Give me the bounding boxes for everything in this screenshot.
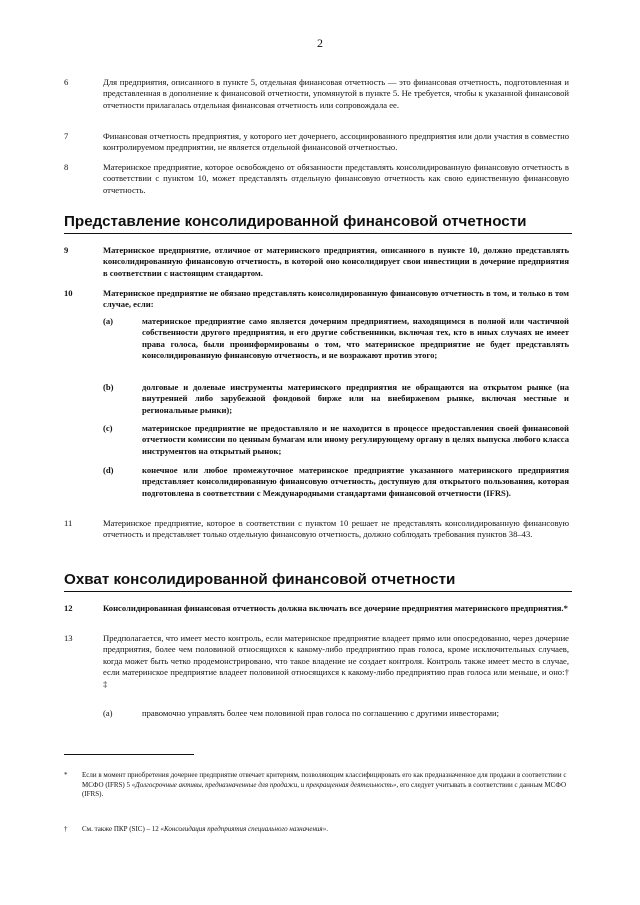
section-heading-presentation: Представление консолидированной финансовой отчетности: [64, 213, 572, 234]
list-item-text: долговые и долевые инструменты материнского предприятия не обращаются на открытом рынке (на внутренней либо зарубежной фондовой бирже или на внебиржевом рынке, включая местные и региональные рынки);: [142, 382, 569, 415]
list-item-text: правомочно управлять более чем половиной прав голоса по соглашению с другими инвесторами;: [142, 708, 500, 718]
paragraph-text: Предполагается, что имеет место контроль, если материнское предприятие владеет прямо или опосредованно, через дочерние предприятия, более чем половиной относящихся к какому-либо предприятию прав голоса, кроме исключительных случаев, когда может быть четко продемонстрировано, что такое владение не создает контроля. Контроль также имеет место в случае, если материнское предприятие владеет половиной относящихся к какому-либо предприятию прав голоса или меньше, и оно:† ‡: [103, 633, 569, 689]
paragraph-number: 11: [64, 518, 73, 528]
list-item-label: (b): [103, 382, 114, 392]
paragraph-text: Материнское предприятие, отличное от материнского предприятия, описанного в пункте 10, должно представлять консолидированную финансовую отчетность, в которой оно консолидирует свои инвестиции в дочерние предприятия в соответствии с настоящим стандартом.: [103, 245, 569, 278]
list-item-label: (c): [103, 423, 113, 433]
footnote-mark: *: [64, 771, 68, 779]
paragraph-text: Для предприятия, описанного в пункте 5, отдельная финансовая отчетность — это финансовая отчетность, подготовленная и представленная в дополнение к финансовой отчетности, упомянутой в пункте 5. Не требуется, чтобы к указанной финансовой отчетности прилагалась отдельная финансовая отчетность или сопровождала ее.: [103, 77, 569, 110]
paragraph-number: 12: [64, 603, 73, 613]
footnote-divider: [64, 754, 194, 755]
paragraph-text: Материнское предприятие, которое в соответствии с пунктом 10 решает не представлять консолидированную финансовую отчетность и представляет только отдельную финансовую отчетность, должно соблюдать требования пунктов 38–43.: [103, 518, 569, 540]
paragraph-text: Материнское предприятие, которое освобождено от обязанности представлять консолидированную финансовую отчетность в соответствии с пунктом 10, может представлять отдельную финансовую отчетность как свою единственную финансовую отчетность.: [103, 162, 569, 195]
list-item-label: (a): [103, 708, 113, 718]
footnote-text: Если в момент приобретения дочернее предприятие отвечает критериям, позволяющим классифицировать его как предназначенное для продажи в соответствии с МСФО (IFRS) 5 «Долгосрочные активы, предназначенные для продажи, и прекращенная деятельность», его следует учитывать в соответствии с данным МСФО (IFRS).: [82, 771, 567, 799]
paragraph-text: Финансовая отчетность предприятия, у которого нет дочернего, ассоциированного предприятия или доли участия в совместно контролируемом предприятии, не является отдельной финансовой отчетностью.: [103, 131, 569, 153]
footnote-mark: †: [64, 825, 68, 833]
list-item-label: (a): [103, 316, 114, 326]
paragraph-number: 13: [64, 633, 73, 643]
paragraph-number: 8: [64, 162, 69, 172]
paragraph-number: 7: [64, 131, 69, 141]
list-item-text: материнское предприятие само является дочерним предприятием, находящимся в полной или частичной собственности другого предприятия, и его другие собственники, включая тех, кто в иных случаях не имеет права голоса, были проинформированы о том, что материнское предприятие не будет представлять консолидированную финансовую отчетность, и не возражают против этого;: [142, 316, 569, 361]
paragraph-text: Материнское предприятие не обязано представлять консолидированную финансовую отчетность в том, и только в том случае, если:: [103, 288, 569, 310]
section-heading-scope: Охват консолидированной финансовой отчетности: [64, 571, 572, 592]
paragraph-text: Консолидированная финансовая отчетность должна включать все дочерние предприятия материнского предприятия.*: [103, 603, 568, 613]
paragraph-number: 10: [64, 288, 73, 298]
paragraph-number: 6: [64, 77, 69, 87]
list-item-text: конечное или любое промежуточное материнское предприятие указанного материнского предприятия представляет консолидированную финансовую отчетность, доступную для открытого пользования, которая подготовлена в соответствии с Международными стандартами финансовой отчетности (IFRS).: [142, 465, 569, 498]
page-number: 2: [317, 36, 323, 50]
footnote-text: См. также ПКР (SIC) – 12 «Консолидация предприятия специального назначения».: [82, 825, 328, 833]
list-item-label: (d): [103, 465, 114, 475]
list-item-text: материнское предприятие не предоставляло и не находится в процессе предоставления своей финансовой отчетности комиссии по ценным бумагам или иному регулирующему органу в целях выпуска любого класса инструментов на открытый рынок;: [142, 423, 569, 456]
paragraph-number: 9: [64, 245, 69, 255]
